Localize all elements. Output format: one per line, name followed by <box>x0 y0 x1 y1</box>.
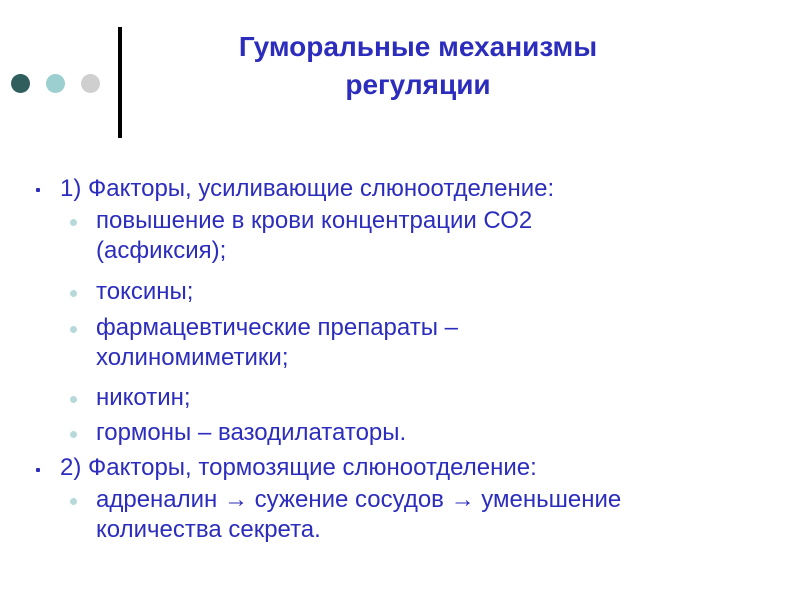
title-line-1: Гуморальные механизмы <box>238 31 598 62</box>
list-item: фармацевтические препараты – холиномиметики; <box>96 314 458 371</box>
bullet-level2 <box>70 290 77 297</box>
list-item: никотин; <box>96 384 191 411</box>
bullet-level2 <box>70 431 77 438</box>
title-line-2: регуляции <box>345 69 491 100</box>
list-item: адреналин → сужение сосудов → уменьшение количества секрета. <box>96 486 622 543</box>
bullet-level2 <box>70 219 77 226</box>
list-item: токсины; <box>96 278 194 305</box>
bullet-level2 <box>70 326 77 333</box>
bullet-level1 <box>36 188 40 192</box>
section1-heading: 1) Факторы, усиливающие слюноотделение: <box>60 175 555 202</box>
bullet-level2 <box>70 396 77 403</box>
bullet-level1 <box>36 468 40 472</box>
list-item: гормоны – вазодилататоры. <box>96 419 407 446</box>
list-item: повышение в крови концентрации СО2 (асфиксия); <box>96 207 533 264</box>
bullet-level2 <box>70 498 77 505</box>
section2-heading: 2) Факторы, тормозящие слюноотделение: <box>60 454 537 481</box>
